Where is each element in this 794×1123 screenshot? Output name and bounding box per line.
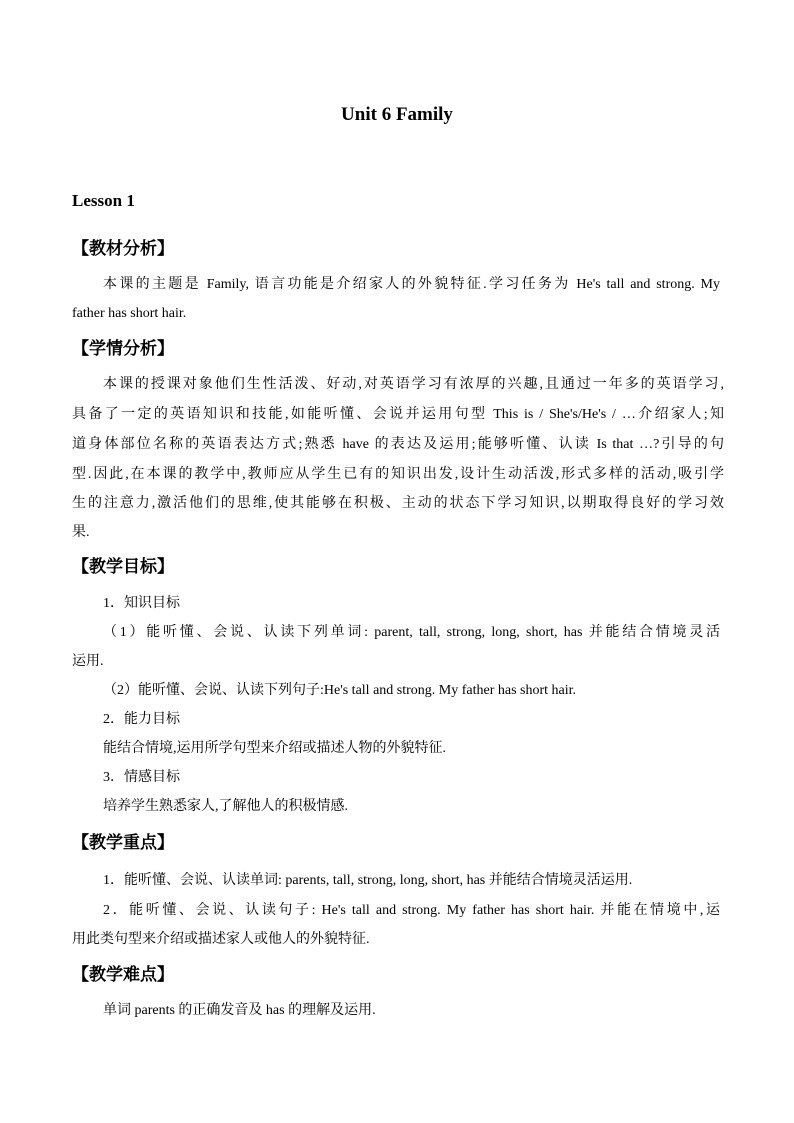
paragraph-line: 本课的授课对象他们生性活泼、好动,对英语学习有浓厚的兴趣,且通过一年多的英语学习, — [103, 377, 724, 392]
paragraph-line: 型.因此,在本课的教学中,教师应从学生已有的知识出发,设计生动活泼,形式多样的活动,吸引学 — [72, 467, 724, 482]
list-item: 能结合情境,运用所学句型来介绍或描述人物的外貌特征. — [103, 741, 446, 756]
paragraph-line: father has short hair. — [72, 306, 187, 321]
list-item: 2．能力目标 — [103, 712, 180, 727]
paragraph-line: 单词 parents 的正确发音及 has 的理解及运用. — [103, 1003, 376, 1018]
list-item: （2）能听懂、会说、认读下列句子:He's tall and strong. My father has short hair. — [103, 683, 577, 698]
list-item: （1）能听懂、会说、认读下列单词: parent, tall, strong, long, short, has 并能结合情境灵活 — [103, 625, 720, 640]
list-item: 用此类句型来介绍或描述家人或他人的外貌特征. — [72, 932, 370, 947]
list-item: 运用. — [72, 654, 104, 669]
heading-textbook-analysis: 【教材分析】 — [72, 239, 174, 259]
list-item: 3．情感目标 — [103, 770, 180, 785]
paragraph-line: 果. — [72, 525, 90, 540]
list-item: 1．能听懂、会说、认读单词: parents, tall, strong, long, short, has 并能结合情境灵活运用. — [103, 873, 633, 888]
paragraph-line: 具备了一定的英语知识和技能,如能听懂、会说并运用句型 This is / She's/He's / …介绍家人;知 — [72, 407, 724, 422]
paragraph-line: 道身体部位名称的英语表达方式;熟悉 have 的表达及运用;能够听懂、认读 Is that …?引导的句 — [72, 437, 724, 452]
paragraph-line: 生的注意力,激活他们的思维,使其能够在积极、主动的状态下学习知识,以期取得良好的学习效 — [72, 496, 724, 511]
list-item: 培养学生熟悉家人,了解他人的积极情感. — [103, 799, 348, 814]
heading-learner-analysis: 【学情分析】 — [72, 339, 174, 359]
heading-teaching-goals: 【教学目标】 — [72, 557, 174, 577]
list-item: 2．能听懂、会说、认读句子: He's tall and strong. My father has short hair. 并能在情境中,运 — [103, 903, 720, 918]
lesson-title: Lesson 1 — [72, 191, 135, 210]
list-item: 1．知识目标 — [103, 596, 180, 611]
heading-key-points: 【教学重点】 — [72, 833, 174, 853]
page-title: Unit 6 Family — [341, 104, 453, 125]
heading-difficulties: 【教学难点】 — [72, 965, 174, 985]
paragraph-line: 本课的主题是 Family, 语言功能是介绍家人的外貌特征.学习任务为 He's tall and strong. My — [103, 277, 720, 292]
